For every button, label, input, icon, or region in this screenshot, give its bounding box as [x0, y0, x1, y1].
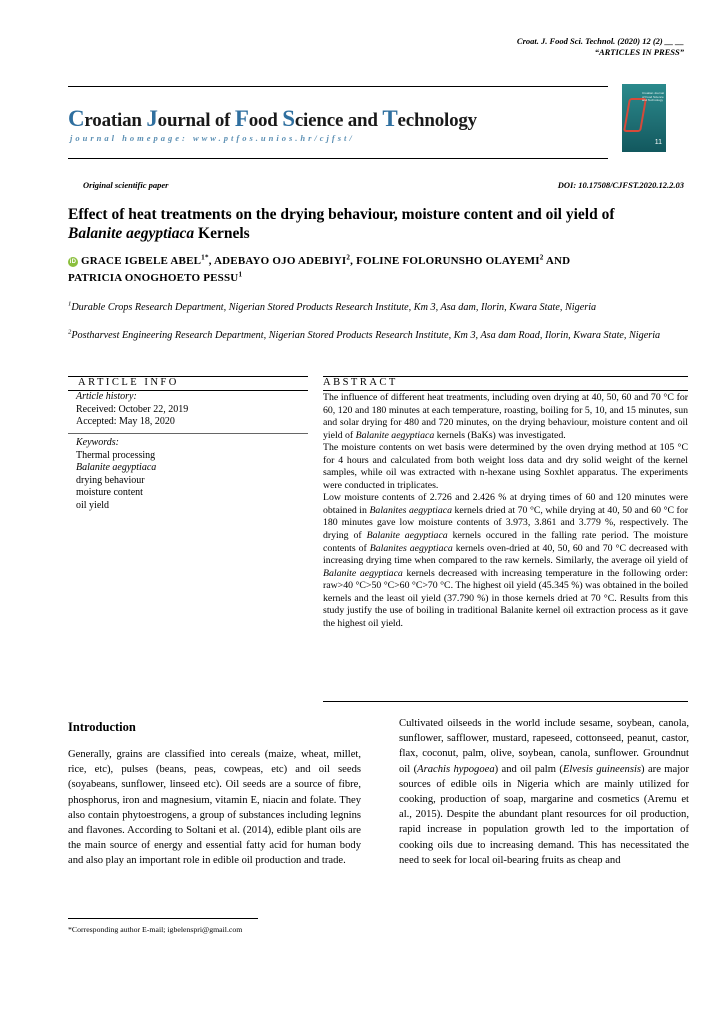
affiliation-2	[68, 329, 688, 342]
journal-title-rest-4: cience and	[294, 110, 383, 131]
abstract-p3-text-c: kernels occured in the falling rate period. The moisture contents of	[323, 530, 688, 554]
abstract-body	[323, 392, 688, 630]
abstract-p1-text: The influence of different heat treatments, including oven drying at 40, 50, 60 and 70 °C for 60, 120 and 180 minutes at each temperature, roasting, boiling for 5, 10, and 15 minutes, sun and solar drying for 480 and 720 minutes, on the drying behaviour, moisture content and oil yield of	[323, 392, 688, 441]
journal-title-rest-3: ood	[248, 110, 283, 131]
introduction-heading: Introduction	[68, 720, 136, 734]
history-label: Article history:	[76, 391, 137, 402]
author-3: , FOLINE FOLORUNSHO OLAYEMI	[350, 255, 540, 267]
article-history	[76, 391, 306, 429]
abstract-p3-species-2: Balanite aegyptiaca	[366, 530, 448, 542]
journal-title-rest-1: roatian	[84, 110, 147, 131]
abstract-p1-species: Balanite aegyptiaca	[355, 429, 435, 441]
abstract-p1-text-end: kernels (BaKs) was investigated.	[434, 429, 566, 441]
accepted-date: Accepted: May 18, 2020	[76, 416, 175, 428]
intro-right-text-c: ) are major sources of edible oils in Nigeria which are mainly utilized for cooking, production of soap, margarine and cosmetics (Aremu et al., 2015). Despite the abundant plant resources for oil production, rapid increase in population growth led to the importation of cooking oils due to increasing demand. This has necessitated the need to seek for local oil-bearing fruits as cheap and	[399, 763, 689, 866]
author-4-sup: 1	[238, 270, 243, 279]
cover-number: 11	[654, 139, 662, 146]
abstract-paragraph-1	[323, 392, 688, 442]
paper-type: Original scientific paper	[83, 180, 169, 190]
intro-right-text-a: Cultivated oilseeds in the world include sesame, soybean, canola, sunflower, safflower, mustard, rapeseed, cottonseed, peanut, castor, flax, coconut, palm, olive, soybean, canola, sunflower. Groundnut oil (	[399, 718, 689, 775]
abstract-p3-text-a: Low moisture contents of 2.726 and 2.426 % at drying times of 60 and 120 minutes were obtained in	[323, 492, 688, 516]
keywords-block	[76, 437, 306, 513]
corresponding-author-footnote: *Corresponding author E-mail; igbelenspri@gmail.com	[68, 925, 243, 934]
title-rest: Kernels	[194, 225, 250, 242]
journal-title-cap-4: S	[282, 106, 295, 131]
intro-right-species-2: Elvesis guineensis	[562, 763, 642, 775]
affiliation-2-text: Postharvest Engineering Research Department, Nigerian Stored Products Research Institute, Km 3, Asa dam Road, Ilorin, Kwara State, Nigeria	[71, 330, 661, 341]
running-header-status: “ARTICLES IN PRESS”	[594, 47, 684, 57]
masthead-top-rule	[68, 86, 608, 87]
author-4: PATRICIA ONOGHOETO PESSU	[68, 272, 239, 284]
article-info-divider	[68, 433, 308, 434]
orcid-icon[interactable]: iD	[69, 259, 77, 265]
affiliation-1-text: Durable Crops Research Department, Nigerian Stored Products Research Institute, Km 3, Asa dam, Ilorin, Kwara State, Nigeria	[71, 302, 597, 313]
journal-cover-image	[622, 84, 666, 152]
keyword-1: Thermal processing	[76, 449, 156, 461]
author-3-sup: 2	[539, 253, 544, 262]
intro-right-column	[399, 716, 689, 868]
keyword-3: drying behaviour	[76, 474, 145, 486]
journal-title-rest-2: ournal of	[157, 110, 235, 131]
abstract-rule-bottom	[323, 390, 688, 391]
affiliation-1	[68, 301, 688, 314]
journal-title-cap-1: C	[68, 106, 85, 131]
keywords-label: Keywords:	[76, 437, 119, 448]
journal-title-cap-3: F	[234, 106, 249, 131]
abstract-paragraph-3	[323, 492, 688, 630]
abstract-p3-species-1: Balanites aegyptiaca	[369, 504, 452, 516]
abstract-rule-end	[323, 701, 688, 702]
journal-title	[68, 106, 477, 132]
running-header-citation: Croat. J. Food Sci. Technol. (2020) 12 (2) __ __	[516, 36, 684, 46]
abstract-p3-text-e: kernels decreased with increasing temperature in the following order: raw>40 °C>50 °C>60 °C>70 °C. The highest oil yield (45.345 %) was obtained in the boiled kernels and the least oil yield (37.790 %) in those kernels dried at 70 °C. Results from this study justify the use of boiling in traditional Balanite kernel oil extraction process as it gave the highest oil yield.	[323, 567, 689, 629]
title-species: Balanite aegyptiaca	[68, 225, 195, 242]
received-date: Received: October 22, 2019	[76, 403, 189, 415]
journal-title-rest-5: echnology	[397, 110, 477, 131]
paper-title	[68, 205, 688, 243]
abstract-paragraph-2: The moisture contents on wet basis were determined by the oven drying method at 105 °C for 4 hours and calculated from both weight loss data and dry solid weight of the kernel samples, while oil was extracted with n-hexane using Soxhlet apparatus. The experiments were conducted in triplicates.	[323, 442, 688, 491]
keyword-4: moisture content	[76, 487, 143, 499]
author-2: , ADEBAYO OJO ADEBIYI	[208, 255, 347, 267]
author-2-sup: 2	[346, 253, 351, 262]
journal-title-cap-5: T	[382, 106, 398, 131]
footnote-rule	[68, 918, 258, 919]
abstract-p3-species-3: Balanites aegyptiaca	[369, 542, 453, 554]
journal-title-cap-2: J	[146, 106, 158, 131]
affiliation-1-sup: 1	[68, 300, 72, 308]
cover-title: Croatian Journal of Food Science and Technology	[642, 91, 665, 103]
author-1-sup: 1*	[201, 253, 209, 262]
author-list	[68, 253, 688, 287]
doi[interactable]: DOI: 10.17508/CJFST.2020.12.2.03	[557, 180, 684, 190]
journal-logo-icon	[623, 98, 647, 132]
keyword-5: oil yield	[76, 499, 110, 511]
abstract-p3-text-b: kernels dried at 70 °C, while drying at 40, 50 and 60 °C for 180 minutes gave low moisture contents of 3.973, 3.861 and 3.779 %, respectively. The drying of	[323, 504, 688, 542]
abstract-p3-text-d: kernels oven-dried at 40, 50, 60 and 70 °C decreased with increasing drying time when compared to the raw kernels. Similarly, the average oil yield of	[323, 542, 688, 567]
intro-right-species-1: Arachis hypogoea	[417, 763, 495, 775]
intro-right-text-b: ) and oil palm (	[494, 763, 563, 775]
intro-left-column: Generally, grains are classified into cereals (maize, wheat, millet, rice, etc), pulses (beans, peas, cowpeas, etc) and oil seeds (soyabeans, sunflower, linseed etc). Oil seeds are a source of fibre, phosphorus, iron and magnesium, vitamin E, niacin and folate. They also contain phytoestrogens, a group of substances including legnins and flavones. According to Soltani et al. (2014), edible plant oils are the main source of energy and essential fatty acid for human body and also play an important role in edible oil production and trade.	[68, 749, 361, 867]
abstract-p3-species-4: Balanite aegyptiaca	[323, 567, 403, 579]
article-info-heading: ARTICLE INFO	[78, 377, 179, 388]
journal-homepage[interactable]: journal homepage: www.ptfos.unios.hr/cjfst/	[70, 133, 355, 143]
author-1: GRACE IGBELE ABEL	[81, 255, 202, 267]
author-3-and: AND	[543, 255, 571, 267]
masthead-bottom-rule	[68, 158, 608, 159]
title-line-1: Effect of heat treatments on the drying behaviour, moisture content and oil yield of	[68, 206, 615, 223]
abstract-heading: ABSTRACT	[323, 377, 398, 388]
affiliation-2-sup: 2	[68, 328, 72, 336]
keyword-2: Balanite aegyptiaca	[76, 462, 157, 474]
